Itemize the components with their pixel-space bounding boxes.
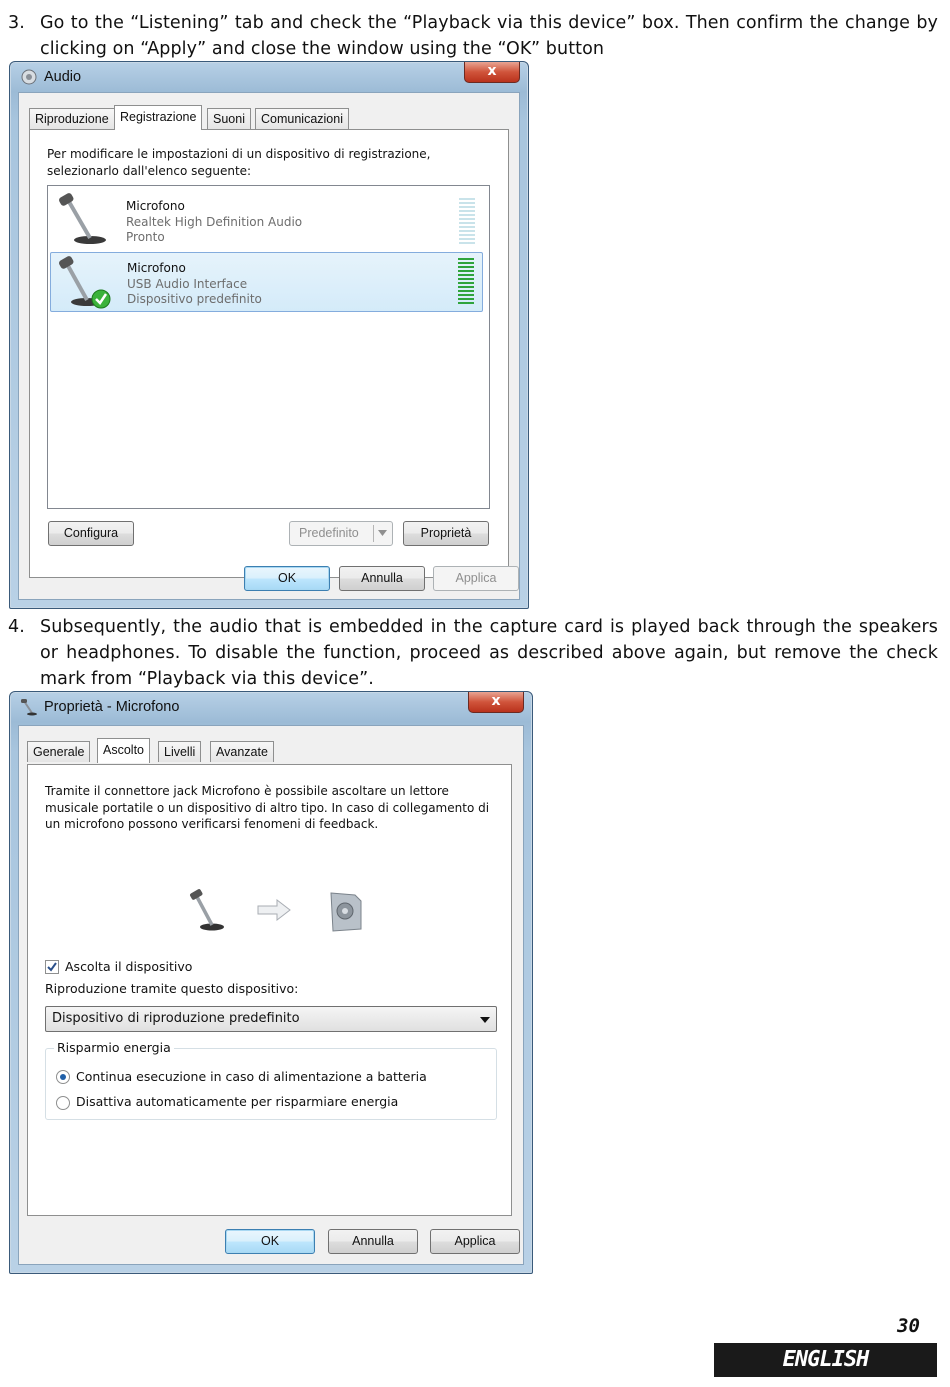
meter-bar	[459, 206, 475, 208]
close-button[interactable]: x	[464, 62, 520, 83]
arrow-right-icon	[257, 899, 291, 921]
chevron-down-icon[interactable]	[480, 1017, 490, 1023]
tab-riproduzione[interactable]: Riproduzione	[29, 108, 115, 129]
chevron-down-icon[interactable]	[378, 530, 387, 536]
meter-bar	[459, 226, 475, 228]
dialog-title: Audio	[44, 69, 82, 85]
meter-bar	[458, 270, 474, 272]
page-number: 30	[897, 1315, 920, 1337]
tab-avanzate[interactable]: Avanzate	[210, 741, 274, 762]
level-meter	[458, 258, 474, 306]
meter-bar	[458, 274, 474, 276]
meter-bar	[459, 198, 475, 200]
meter-bar	[459, 210, 475, 212]
meter-bar	[459, 230, 475, 232]
set-default-label: Predefinito	[299, 526, 359, 540]
tab-panel	[27, 764, 512, 1216]
device-driver: USB Audio Interface	[127, 276, 248, 291]
microphone-icon	[188, 889, 228, 933]
radio-disable-label[interactable]: Disattiva automaticamente per risparmiare energia	[76, 1094, 399, 1109]
playback-label: Riproduzione tramite questo dispositivo:	[45, 981, 299, 996]
meter-bar	[458, 302, 474, 304]
checkmark-icon	[46, 961, 58, 973]
tab-panel	[29, 129, 509, 578]
cancel-button[interactable]: Annulla	[328, 1229, 418, 1254]
tab-comunicazioni[interactable]: Comunicazioni	[255, 108, 349, 129]
apply-button[interactable]: Applica	[433, 566, 519, 591]
step-number: 4.	[8, 617, 25, 637]
meter-bar	[458, 298, 474, 300]
tab-registrazione[interactable]: Registrazione	[114, 105, 202, 130]
properties-button[interactable]: Proprietà	[403, 521, 489, 546]
microphone-icon	[20, 698, 38, 716]
speaker-icon	[327, 891, 365, 933]
step-text: Subsequently, the audio that is embedded in the capture card is played back through the speakers or headphones. To disable the function, proceed as described above again, but remove the check mark from “Playback via this device”.	[40, 617, 938, 689]
microphone-default-icon	[57, 256, 113, 310]
level-meter	[459, 198, 475, 246]
meter-bar	[458, 294, 474, 296]
language-label: ENGLISH	[714, 1343, 937, 1377]
microphone-icon	[56, 192, 108, 246]
step-3	[8, 10, 938, 62]
meter-bar	[458, 290, 474, 292]
meter-bar	[459, 218, 475, 220]
cancel-button[interactable]: Annulla	[339, 566, 425, 591]
close-button[interactable]: x	[468, 692, 524, 713]
microphone-properties-dialog	[9, 691, 533, 1274]
dialog-client	[18, 92, 520, 600]
meter-bar	[458, 286, 474, 288]
meter-bar	[459, 214, 475, 216]
list-item[interactable]	[50, 188, 483, 246]
tab-suoni[interactable]: Suoni	[207, 108, 251, 129]
meter-bar	[459, 234, 475, 236]
device-driver: Realtek High Definition Audio	[126, 214, 303, 229]
instructions-text: Per modificare le impostazioni di un dispositivo di registrazione, selezionarlo dall'elenco seguente:	[47, 147, 431, 178]
meter-bar	[458, 282, 474, 284]
ok-button[interactable]: OK	[244, 566, 330, 591]
meter-bar	[459, 238, 475, 240]
configure-button[interactable]: Configura	[48, 521, 134, 546]
meter-bar	[458, 262, 474, 264]
radio-continue[interactable]	[56, 1070, 70, 1084]
speaker-icon	[20, 68, 38, 86]
listen-checkbox-label[interactable]: Ascolta il dispositivo	[65, 959, 193, 974]
tab-livelli[interactable]: Livelli	[158, 741, 201, 762]
step-number: 3.	[8, 13, 25, 33]
radio-continue-label[interactable]: Continua esecuzione in caso di alimentazione a batteria	[76, 1069, 427, 1084]
listen-checkbox[interactable]	[45, 960, 59, 974]
meter-bar	[459, 242, 475, 244]
step-text: Go to the “Listening” tab and check the “Playback via this device” box. Then confirm the change by clicking on “Apply” and close the window using the “OK” button	[40, 13, 938, 59]
power-saving-group	[45, 1040, 497, 1120]
playback-device-select[interactable]	[45, 1006, 497, 1032]
radio-dot	[60, 1074, 66, 1080]
audio-dialog	[9, 61, 529, 609]
list-item-selected[interactable]	[50, 252, 483, 312]
meter-bar	[458, 258, 474, 260]
device-name: Microfono	[126, 199, 185, 213]
device-list[interactable]	[47, 185, 490, 509]
ok-button[interactable]: OK	[225, 1229, 315, 1254]
meter-bar	[458, 278, 474, 280]
group-title: Risparmio energia	[54, 1040, 174, 1057]
tab-ascolto[interactable]: Ascolto	[97, 738, 150, 763]
step-4	[8, 614, 938, 692]
set-default-button[interactable]	[289, 521, 393, 546]
meter-bar	[459, 202, 475, 204]
tab-generale[interactable]: Generale	[27, 741, 90, 762]
meter-bar	[459, 222, 475, 224]
dialog-title: Proprietà - Microfono	[44, 699, 180, 715]
apply-button[interactable]: Applica	[430, 1229, 520, 1254]
radio-disable[interactable]	[56, 1096, 70, 1110]
device-name: Microfono	[127, 261, 186, 275]
device-status: Pronto	[126, 230, 165, 244]
meter-bar	[458, 266, 474, 268]
dialog-client	[18, 725, 524, 1265]
description-text: Tramite il connettore jack Microfono è possibile ascoltare un lettore musicale portatile o un dispositivo di altro tipo. In caso di collegamento di un microfono possono verificarsi fenomeni di feedback.	[45, 784, 490, 831]
playback-device-value: Dispositivo di riproduzione predefinito	[52, 1011, 300, 1026]
device-status: Dispositivo predefinito	[127, 292, 262, 306]
